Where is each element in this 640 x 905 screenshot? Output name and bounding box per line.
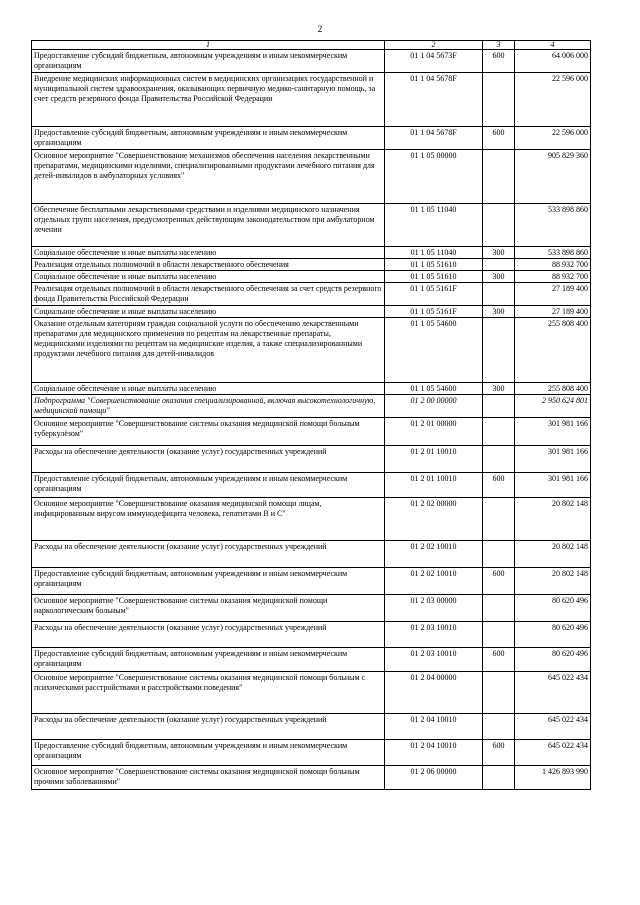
row-type-cell [483,541,515,568]
row-name-cell: Основное мероприятие "Совершенствование системы оказания медицинской помощи больным туберкулёзом" [32,418,385,446]
row-type-cell [483,498,515,541]
table-row [32,648,591,672]
header-row [32,41,591,50]
row-code-cell: 01 2 03 10010 [385,648,483,672]
row-type-cell [483,283,515,306]
table-row [32,498,591,541]
row-code-cell: 01 1 05 51610 [385,271,483,283]
row-type-cell [483,446,515,473]
table-row [32,395,591,418]
row-name-cell: Обеспечение бесплатными лекарственными средствами и изделиями медицинского назначения отдельных групп населения, предусмотренных действующим законодательством при амбулаторном лечении [32,204,385,247]
row-type-cell [483,395,515,418]
table-row [32,541,591,568]
row-amount-cell: 80 620 496 [515,622,591,648]
row-code-cell: 01 1 05 5161F [385,283,483,306]
row-name-cell: Основное мероприятие "Совершенствование системы оказания медицинской помощи наркологическим больным" [32,595,385,622]
row-type-cell [483,418,515,446]
row-code-cell: 01 1 05 5161F [385,306,483,318]
row-amount-cell: 88 932 700 [515,271,591,283]
row-code-cell: 01 2 04 00000 [385,672,483,714]
row-code-cell: 01 1 05 51610 [385,259,483,271]
column-header-amount: 4 [515,41,591,50]
row-type-cell: 300 [483,247,515,259]
row-name-cell: Основное мероприятие "Совершенствование системы оказания медицинской помощи больным с психическими расстройствами и расстройствами поведения" [32,672,385,714]
table-row [32,622,591,648]
row-amount-cell: 2 950 624 801 [515,395,591,418]
table-row [32,473,591,498]
row-amount-cell: 88 932 700 [515,259,591,271]
row-name-cell: Расходы на обеспечение деятельности (оказание услуг) государственных учреждений [32,622,385,648]
row-amount-cell: 533 898 860 [515,204,591,247]
row-amount-cell: 255 808 400 [515,383,591,395]
row-name-cell: Расходы на обеспечение деятельности (оказание услуг) государственных учреждений [32,541,385,568]
row-code-cell: 01 2 01 00000 [385,418,483,446]
table-row [32,318,591,383]
column-header-code: 2 [385,41,483,50]
table-row [32,127,591,150]
row-type-cell: 600 [483,648,515,672]
row-name-cell: Предоставление субсидий бюджетным, автономным учреждениям и иным некоммерческим организациям [32,473,385,498]
row-amount-cell: 1 426 893 990 [515,766,591,790]
table-row [32,568,591,595]
row-name-cell: Основное мероприятие "Совершенствование системы оказания медицинской помощи больным прочими заболеваниями" [32,766,385,790]
row-type-cell [483,259,515,271]
row-amount-cell: 27 189 400 [515,306,591,318]
table-row [32,283,591,306]
table-row [32,595,591,622]
row-name-cell: Расходы на обеспечение деятельности (оказание услуг) государственных учреждений [32,446,385,473]
row-amount-cell: 80 620 496 [515,595,591,622]
row-code-cell: 01 1 05 00000 [385,150,483,204]
row-name-cell: Основное мероприятие "Совершенствование механизмов обеспечения населения лекарственными препаратами, медицинскими изделиями, специализированными продуктами лечебного питания для детей-инвалидов в амбулаторных условиях" [32,150,385,204]
row-name-cell: Предоставление субсидий бюджетным, автономным учреждениям и иным некоммерческим организациям [32,50,385,73]
row-type-cell [483,73,515,127]
table-row [32,150,591,204]
row-name-cell: Реализация отдельных полномочий в области лекарственного обеспечения за счет средств резервного фонда Правительства Российской Федерации [32,283,385,306]
row-code-cell: 01 2 03 10010 [385,622,483,648]
table-row [32,672,591,714]
row-code-cell: 01 2 03 00000 [385,595,483,622]
row-amount-cell: 255 808 400 [515,318,591,383]
row-amount-cell: 22 596 000 [515,73,591,127]
row-code-cell: 01 2 04 10010 [385,714,483,740]
row-type-cell [483,714,515,740]
row-type-cell [483,204,515,247]
row-amount-cell: 22 596 000 [515,127,591,150]
row-amount-cell: 20 802 148 [515,568,591,595]
row-code-cell: 01 2 04 10010 [385,740,483,766]
table-row [32,204,591,247]
row-type-cell: 300 [483,306,515,318]
row-code-cell: 01 2 02 00000 [385,498,483,541]
row-type-cell: 300 [483,383,515,395]
table-row [32,714,591,740]
page-number: 2 [317,24,323,34]
table-row [32,306,591,318]
row-type-cell: 300 [483,271,515,283]
row-code-cell: 01 1 04 5673F [385,50,483,73]
row-code-cell: 01 1 04 5678F [385,73,483,127]
row-amount-cell: 80 620 496 [515,648,591,672]
row-amount-cell: 301 981 166 [515,418,591,446]
row-name-cell: Предоставление субсидий бюджетным, автономным учреждениям и иным некоммерческим организациям [32,127,385,150]
row-name-cell: Подпрограмма "Совершенствование оказания специализированной, включая высокотехнологичную, медицинской помощи" [32,395,385,418]
row-type-cell [483,766,515,790]
row-name-cell: Предоставление субсидий бюджетным, автономным учреждениям и иным некоммерческим организациям [32,740,385,766]
row-name-cell: Социальное обеспечение и иные выплаты населению [32,306,385,318]
table-row [32,383,591,395]
row-code-cell: 01 1 05 11040 [385,247,483,259]
row-name-cell: Социальное обеспечение и иные выплаты населению [32,271,385,283]
row-amount-cell: 20 802 148 [515,541,591,568]
budget-table [31,40,591,790]
row-name-cell: Реализация отдельных полномочий в области лекарственного обеспечения [32,259,385,271]
row-name-cell: Оказание отдельным категориям граждан социальной услуги по обеспечению лекарственными препаратами для медицинского применения по рецептам на лекарственные препараты, медицинскими изделиями по рецептам на медицинские изделия, а также специализированными продуктами лечебного питания для детей-инвалидов [32,318,385,383]
row-code-cell: 01 1 05 54600 [385,318,483,383]
row-amount-cell: 301 981 166 [515,446,591,473]
row-name-cell: Основное мероприятие "Совершенствование оказания медицинской помощи лицам, инфицированным вирусом иммунодефицита человека, гепатитами В и С" [32,498,385,541]
row-amount-cell: 533 898 860 [515,247,591,259]
row-code-cell: 01 2 01 10010 [385,446,483,473]
row-amount-cell: 301 981 166 [515,473,591,498]
row-amount-cell: 645 022 434 [515,672,591,714]
table-row [32,446,591,473]
row-amount-cell: 64 006 000 [515,50,591,73]
row-name-cell: Внедрение медицинских информационных систем в медицинских организациях государственной и муниципальной систем здравоохранения, оказывающих первичную медико-санитарную помощь, за счет средств резервного фонда Правительства Российской Федерации [32,73,385,127]
row-type-cell: 600 [483,473,515,498]
row-code-cell: 01 2 01 10010 [385,473,483,498]
row-type-cell [483,318,515,383]
row-name-cell: Предоставление субсидий бюджетным, автономным учреждениям и иным некоммерческим организациям [32,568,385,595]
row-code-cell: 01 1 05 54600 [385,383,483,395]
row-type-cell [483,622,515,648]
row-code-cell: 01 2 00 00000 [385,395,483,418]
table-row [32,73,591,127]
table-row [32,247,591,259]
table-row [32,259,591,271]
row-name-cell: Предоставление субсидий бюджетным, автономным учреждениям и иным некоммерческим организациям [32,648,385,672]
row-type-cell [483,672,515,714]
row-type-cell [483,150,515,204]
table-row [32,50,591,73]
row-type-cell [483,595,515,622]
row-amount-cell: 645 022 434 [515,714,591,740]
row-name-cell: Расходы на обеспечение деятельности (оказание услуг) государственных учреждений [32,714,385,740]
table-header [32,41,591,50]
row-name-cell: Социальное обеспечение и иные выплаты населению [32,383,385,395]
table-row [32,271,591,283]
table-body [32,50,591,790]
column-header-name: 1 [32,41,385,50]
row-type-cell: 600 [483,127,515,150]
row-code-cell: 01 2 06 00000 [385,766,483,790]
row-code-cell: 01 2 02 10010 [385,541,483,568]
column-header-type: 3 [483,41,515,50]
table-row [32,418,591,446]
row-code-cell: 01 2 02 10010 [385,568,483,595]
row-code-cell: 01 1 04 5678F [385,127,483,150]
row-amount-cell: 645 022 434 [515,740,591,766]
table-row [32,740,591,766]
row-code-cell: 01 1 05 11040 [385,204,483,247]
table-row [32,766,591,790]
row-type-cell: 600 [483,50,515,73]
row-type-cell: 600 [483,740,515,766]
row-type-cell: 600 [483,568,515,595]
row-amount-cell: 20 802 148 [515,498,591,541]
row-amount-cell: 27 189 400 [515,283,591,306]
row-amount-cell: 905 829 360 [515,150,591,204]
row-name-cell: Социальное обеспечение и иные выплаты населению [32,247,385,259]
